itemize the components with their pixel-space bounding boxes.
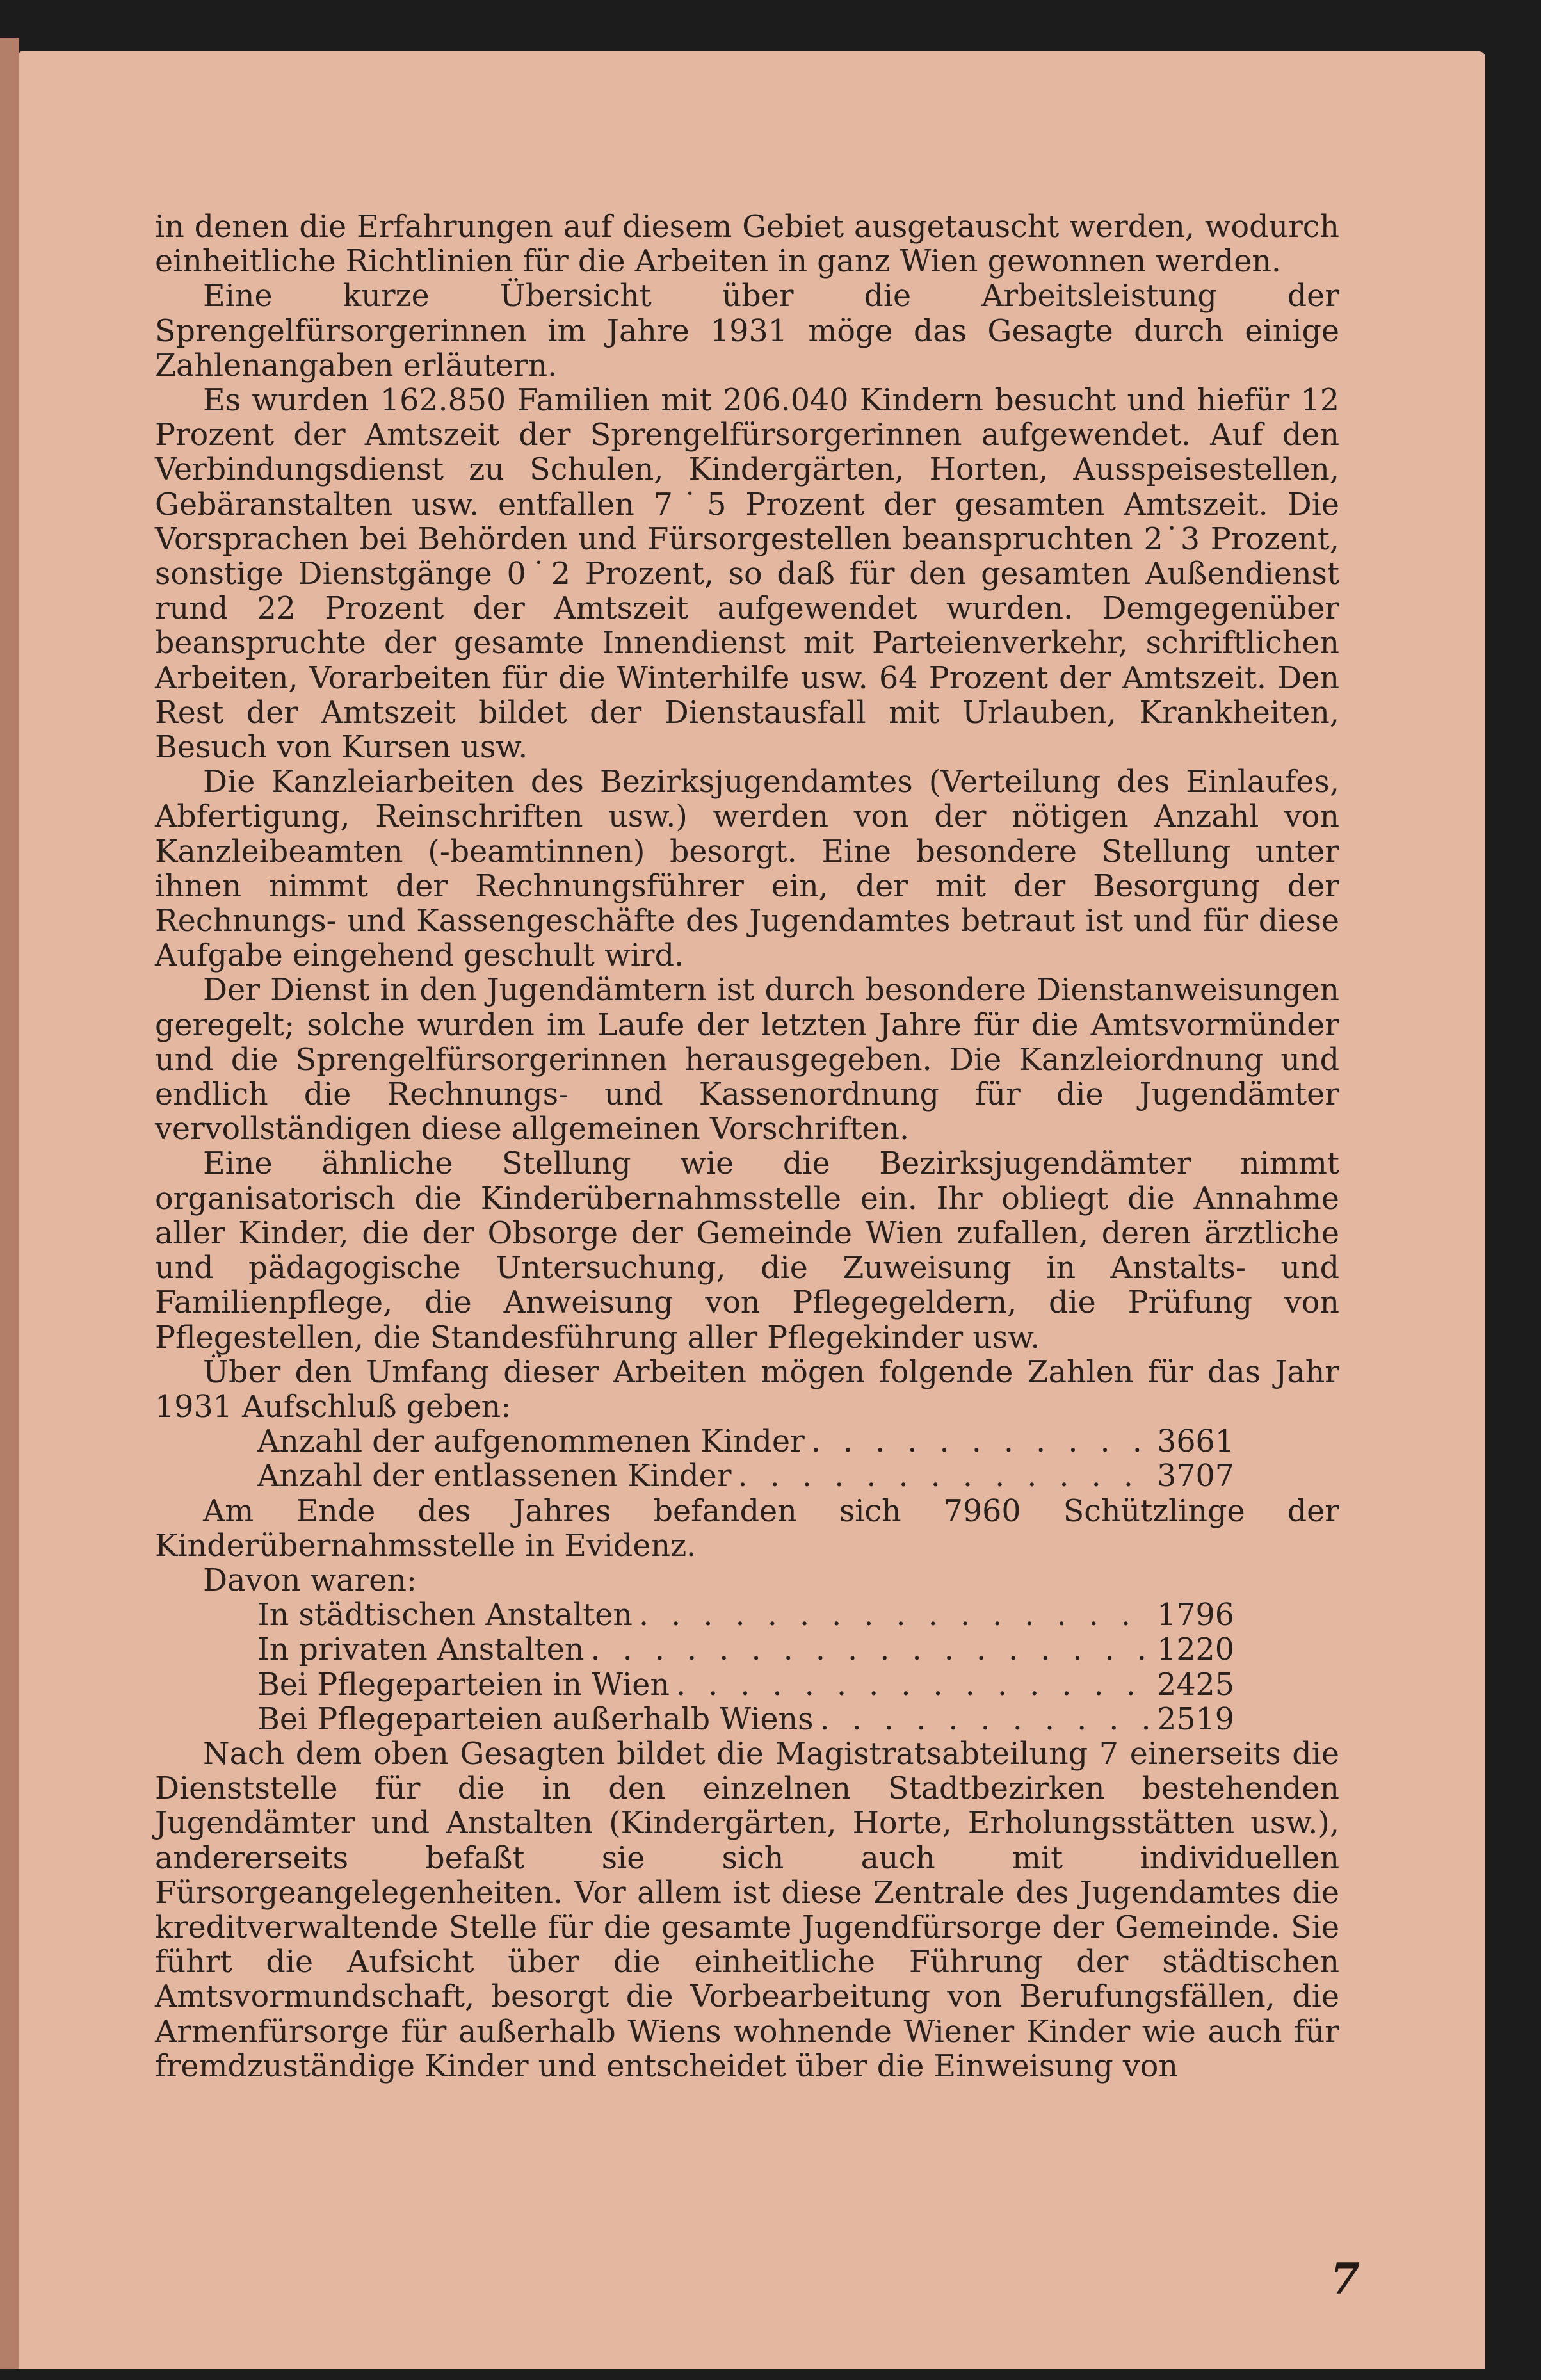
page-number: 7 <box>1330 2254 1360 2304</box>
wards-distribution-table <box>155 1598 1339 1737</box>
row-label: Bei Pflegeparteien außerhalb Wiens <box>257 1701 814 1737</box>
paragraph-4: Die Kanzleiarbeiten des Bezirksjugendamtes (Verteilung des Einlaufes, Abfertigung, Reinschriften usw.) werden von der nötigen Anzahl von Kanzleibeamten (-beamtinnen) besorgt. Eine besondere Stellung unter ihnen nimmt der Rechnungsführer ein, der mit der Besorgung der Rechnungs- und Kassengeschäfte des Jugendamtes betraut ist und für diese Aufgabe eingehend geschult wird. <box>155 765 1339 974</box>
paragraph-9: Davon waren: <box>203 1562 417 1598</box>
row-label: In städtischen Anstalten <box>257 1598 633 1633</box>
paragraph-8: Am Ende des Jahres befanden sich 7960 Schützlinge der Kinderübernahmsstelle in Evidenz. <box>155 1493 1339 1564</box>
leader-dots <box>820 1703 1151 1737</box>
paragraph-6: Eine ähnliche Stellung wie die Bezirksjugendämter nimmt organisatorisch die Kinderübernahmsstelle ein. Ihr obliegt die Annahme aller Kinder, die der Obsorge der Gemeinde Wien zufallen, deren ärztliche und pädagogische Untersuchung, die Zuweisung in Anstalts- und Familienpflege, die Anweisung von Pflegegeldern, die Prüfung von Pflegestellen, die Standesführung aller Pflegekinder usw. <box>155 1146 1339 1356</box>
leader-dots <box>590 1633 1150 1667</box>
table-row <box>257 1703 1234 1737</box>
leader-dots <box>811 1425 1150 1459</box>
table-row <box>257 1425 1234 1459</box>
row-label: Anzahl der aufgenommenen Kinder <box>257 1424 805 1460</box>
paragraph-2: Eine kurze Übersicht über die Arbeitsleistung der Sprengelfürsorgerinnen im Jahre 1931 möge das Gesagte durch einige Zahlenangaben erläutern. <box>155 279 1339 384</box>
paragraph-1: in denen die Erfahrungen auf diesem Gebiet ausgetauscht werden, wodurch einheitliche Richtlinien für die Arbeiten in ganz Wien gewonnen werden. <box>155 209 1339 280</box>
leader-dots <box>738 1459 1151 1494</box>
leader-dots <box>639 1598 1150 1633</box>
paragraph-5: Der Dienst in den Jugendämtern ist durch besondere Dienstanweisungen geregelt; solche wurden im Laufe der letzten Jahre für die Amtsvormünder und die Sprengelfürsorgerinnen herausgegeben. Die Kanzleiordnung und endlich die Rechnungs- und Kassenordnung für die Jugendämter vervollständigen diese allgemeinen Vorschriften. <box>155 973 1339 1147</box>
children-count-table <box>155 1425 1339 1494</box>
row-value: 1796 <box>1157 1598 1234 1633</box>
row-value: 3661 <box>1157 1424 1234 1460</box>
table-row <box>257 1668 1234 1703</box>
paragraph-3: Es wurden 162.850 Familien mit 206.040 Kindern besucht und hiefür 12 Prozent der Amtszeit der Sprengelfürsorgerinnen aufgewendet. Auf den Verbindungsdienst zu Schulen, Kindergärten, Horten, Ausspeisestellen, Gebäranstalten usw. entfallen 7˙5 Prozent der gesamten Amtszeit. Die Vorsprachen bei Behörden und Fürsorgestellen beanspruchten 2˙3 Prozent, sonstige Dienstgänge 0˙2 Prozent, so daß für den gesamten Außendienst rund 22 Prozent der Amtszeit aufgewendet wurden. Demgegenüber beanspruchte der gesamte Innendienst mit Parteienverkehr, schriftlichen Arbeiten, Vorarbeiten für die Winterhilfe usw. 64 Prozent der Amtszeit. Den Rest der Amtszeit bildet der Dienstausfall mit Urlauben, Krankheiten, Besuch von Kursen usw. <box>155 383 1339 766</box>
row-value: 1220 <box>1157 1632 1234 1668</box>
paragraph-10: Nach dem oben Gesagten bildet die Magistratsabteilung 7 einerseits die Dienststelle für die in den einzelnen Stadtbezirken bestehenden Jugendämter und Anstalten (Kindergärten, Horte, Erholungsstätten usw.), andererseits befaßt sie sich auch mit individuellen Fürsorgeangelegenheiten. Vor allem ist diese Zentrale des Jugendamtes die kreditverwaltende Stelle für die gesamte Jugendfürsorge der Gemeinde. Sie führt die Aufsicht über die einheitliche Führung der städtischen Amtsvormundschaft, besorgt die Vorbearbeitung von Berufungsfällen, die Armenfürsorge für außerhalb Wiens wohnende Wiener Kinder wie auch für fremdzuständige Kinder und entscheidet über die Einweisung von <box>155 1736 1339 2084</box>
row-value: 2519 <box>1157 1701 1234 1737</box>
row-value: 2425 <box>1157 1667 1234 1703</box>
book-spine-edge <box>0 38 19 2369</box>
paragraph-7: Über den Umfang dieser Arbeiten mögen folgende Zahlen für das Jahr 1931 Aufschluß geben: <box>155 1354 1339 1425</box>
leader-dots <box>676 1668 1150 1703</box>
book-page <box>19 51 1485 2369</box>
page-body-text <box>155 210 1339 2084</box>
table-row <box>257 1598 1234 1633</box>
table-row <box>257 1459 1234 1494</box>
row-label: In privaten Anstalten <box>257 1632 585 1668</box>
row-value: 3707 <box>1157 1459 1234 1494</box>
table-row <box>257 1633 1234 1667</box>
row-label: Bei Pflegeparteien in Wien <box>257 1667 670 1703</box>
row-label: Anzahl der entlassenen Kinder <box>257 1459 732 1494</box>
